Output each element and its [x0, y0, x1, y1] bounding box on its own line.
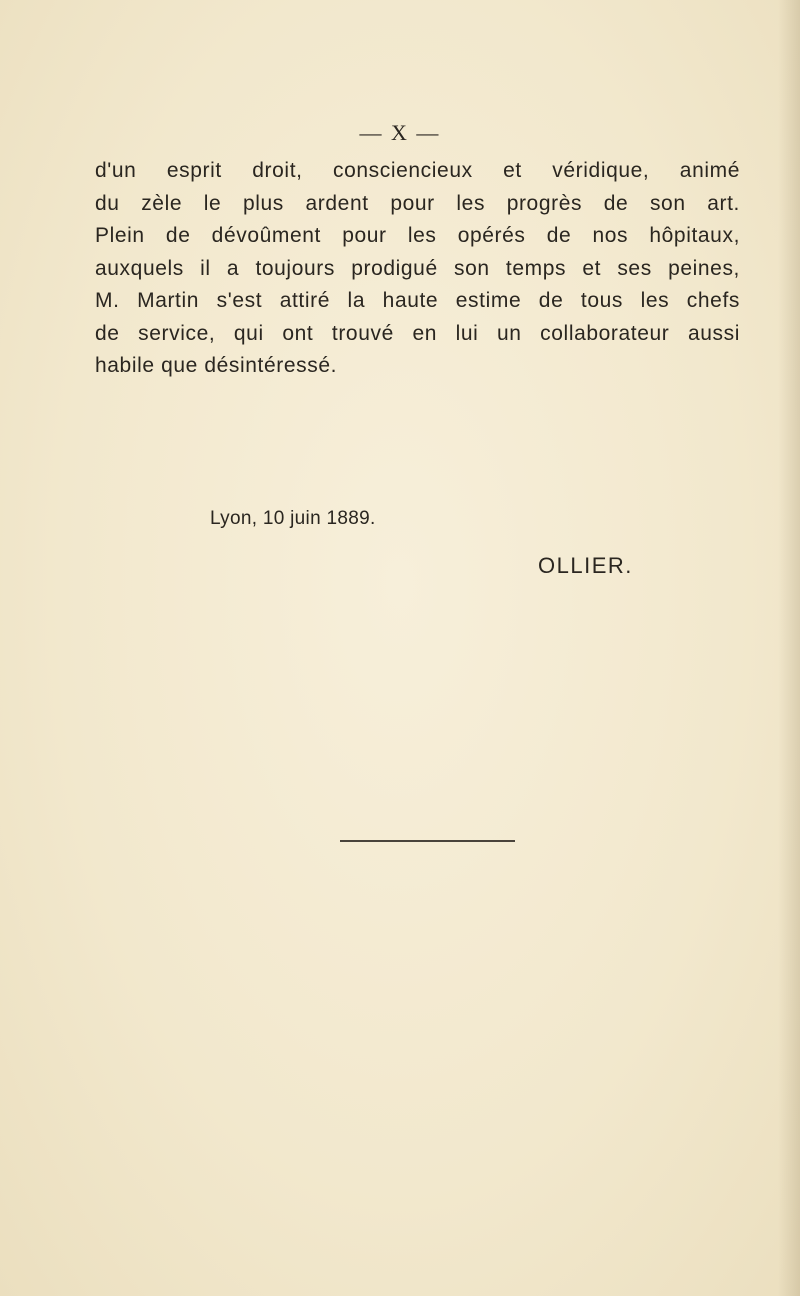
text-line: de service, qui ont trouvé en lui un collaborateur aussi	[95, 321, 740, 345]
text-line: habile que désintéressé.	[95, 354, 338, 377]
text-line: Plein de dévoûment pour les opérés de nos hôpitaux,	[95, 224, 740, 247]
section-divider	[340, 840, 515, 842]
page-number: — X —	[359, 120, 441, 145]
text-line: M. Martin s'est attiré la haute estime de tous les chefs	[95, 289, 740, 312]
text-line: d'un esprit droit, consciencieux et véridique, animé	[95, 159, 740, 182]
page-edge-shadow	[778, 0, 800, 1296]
text-line: auxquels il a toujours prodigué son temps et ses peines,	[95, 256, 740, 280]
signature: OLLIER.	[538, 553, 633, 578]
dateline: Lyon, 10 juin 1889.	[210, 508, 376, 529]
text-line: du zèle le plus ardent pour les progrès de son art.	[95, 191, 740, 215]
body-paragraph	[95, 155, 740, 383]
